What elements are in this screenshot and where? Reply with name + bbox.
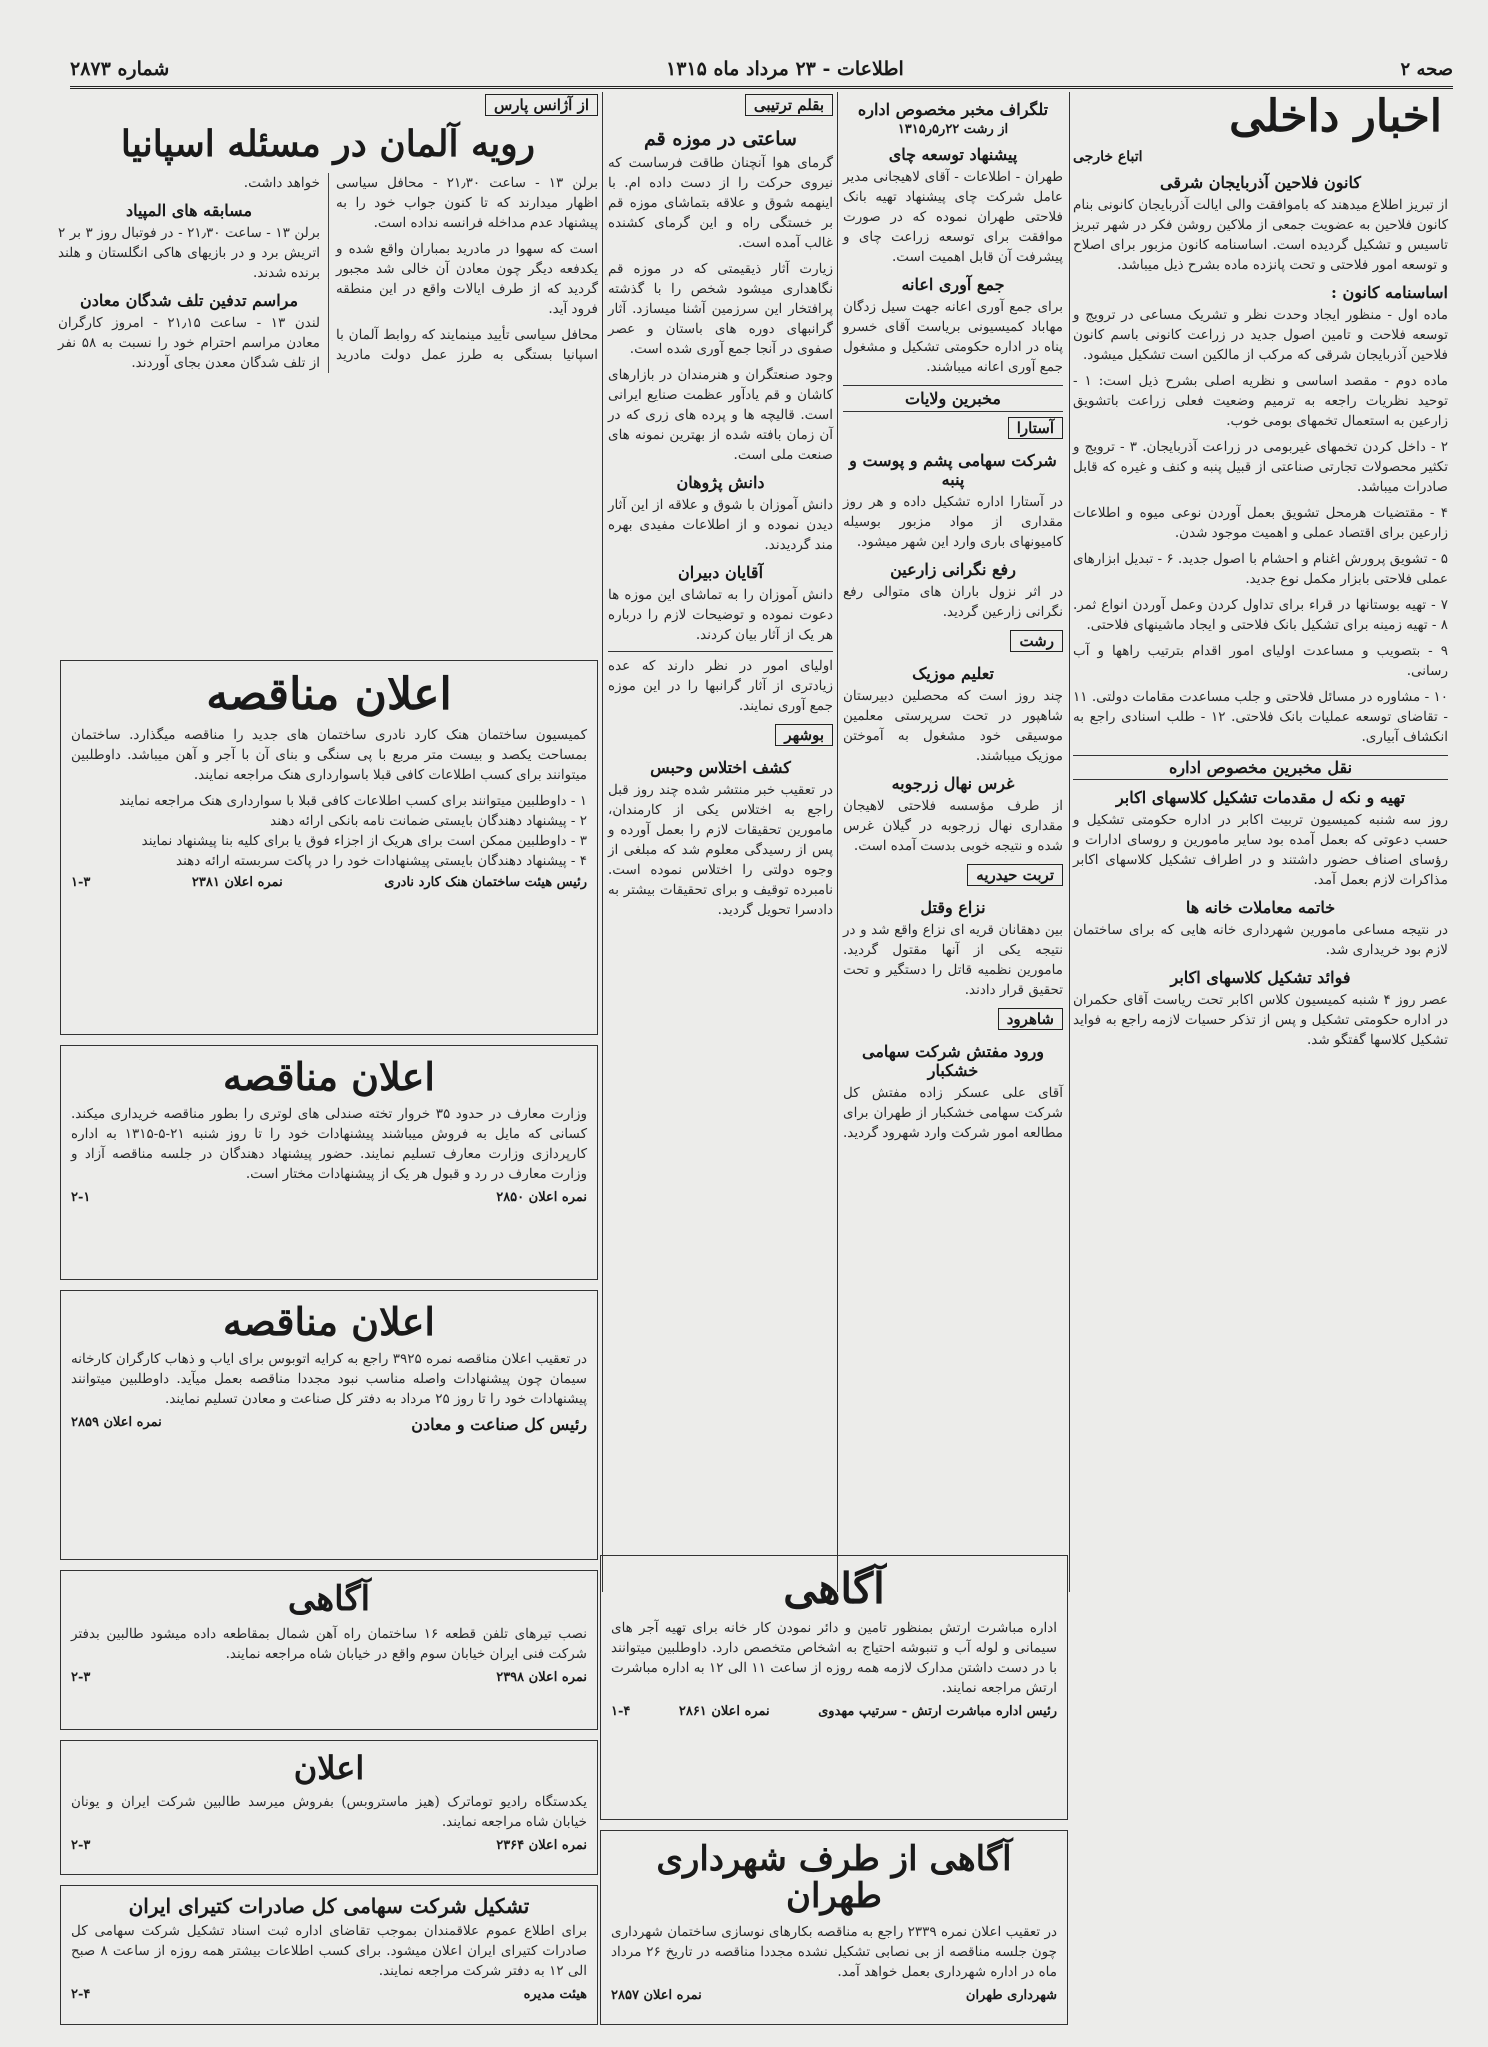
notice-item: ۲ - پیشنهاد دهندگان بایستی ضمانت نامه بانکی ارائه دهند bbox=[270, 813, 587, 830]
story-headline: نزاع وقتل bbox=[920, 898, 986, 917]
notice-signer: رئیس کل صناعت و معادن bbox=[411, 1414, 587, 1434]
byline-label: بقلم ترتیبی bbox=[745, 94, 833, 116]
notice-code: نمره اعلان ۲۳۹۸ bbox=[496, 1670, 587, 1686]
story-body: عصر روز ۴ شنبه کمیسیون کلاس اکابر تحت ریاست آقای حکمران در اداره حکومتی تشکیل و پس از تذکر حسیات لازمه راجع به فواید تشکیل کلاسها گفتگو شد. bbox=[1073, 991, 1448, 1048]
notice-body: در تعقیب اعلان مناقصه نمره ۳۹۲۵ راجع به کرایه اتوبوس برای ایاب و ذهاب کارگران کارخانه سیمان چون پیشنهادات واصله مناسب نبود مجددا مناقصه بعمل میآید. داوطلبین میتوانند پیشنهادات خود را تا روز ۲۵ مرداد به دفتر کل صناعت و معادن تسلیم نمایند. bbox=[71, 1350, 587, 1407]
notice-signer: رئیس هیئت ساختمان هنک کارد نادری bbox=[384, 875, 587, 891]
story-headline: دانش پژوهان bbox=[676, 473, 765, 492]
provinces-heading: مخبرین ولایات bbox=[843, 385, 1063, 412]
notice-code: نمره اعلان ۲۳۸۱ bbox=[191, 875, 283, 891]
feature-title: ساعتی در موزه قم bbox=[644, 128, 797, 150]
foreign-news-columns bbox=[58, 173, 598, 373]
notice-run: ۲-۳ bbox=[71, 1670, 91, 1686]
issue-number: شماره ۲۸۷۳ bbox=[70, 58, 170, 80]
charter-item: ۴ - مقتضیات هرمحل تشویق بعمل آوردن نوعی میوه و اطلاعات زارعین برای اقتصاد عملی و اهمیت موجود شدن. bbox=[1073, 504, 1448, 541]
notice-item: ۱ - داوطلبین میتوانند برای کسب اطلاعات کافی قبلا با سوارداری هنک مراجعه نمایند bbox=[119, 793, 587, 810]
notice-run: ۲-۱ bbox=[71, 1189, 91, 1205]
notice-run: ۲-۴ bbox=[71, 1987, 91, 2002]
story-headline: آقایان دبیران bbox=[677, 563, 764, 582]
column-divider bbox=[602, 92, 603, 1592]
city-label-shahrud: شاهرود bbox=[998, 1008, 1063, 1030]
notice-signer: شهرداری طهران bbox=[965, 1987, 1057, 2003]
story-body: آقای علی عسکر زاده مفتش کل شرکت سهامی خشکبار از طهران برای مطالعه امور شرکت وارد شهرود گردید. bbox=[843, 1085, 1063, 1141]
notice-signature bbox=[71, 1415, 587, 1434]
story-headline: جمع آوری اعانه bbox=[901, 275, 1005, 294]
charter-item: ماده اول - منظور ایجاد وحدت نظر و تشریک مساعی در ترویج و توسعه فلاحت و تامین اصول جدید در زراعت کانونی باسم کانون فلاحین آذربایجان شرقی که مرکب از مالکین است تشکیل میشود. bbox=[1073, 306, 1448, 363]
notice-signature bbox=[71, 1987, 587, 2002]
notice-run: ۱-۴ bbox=[611, 1704, 631, 1720]
charter-item: ماده دوم - مقصد اساسی و نظریه اصلی بشرح ذیل است: ۱ - توحید نظریات راجعه به ترمیم وضعیت فعلی زراعت باتشویق زارعین به استعمال تخمهای بومی خوب. bbox=[1073, 372, 1448, 429]
notice-title: آگاهی از طرف شهرداری طهران bbox=[656, 1839, 1012, 1917]
story-headline: مراسم تدفین تلف شدگان معادن bbox=[79, 291, 299, 311]
column-telegrams bbox=[843, 92, 1063, 1149]
foreign-nationals-label: اتباع خارجی bbox=[1073, 148, 1143, 165]
notice-radio-sale bbox=[60, 1740, 598, 1875]
story-body: است که سهوا در مادرید بمباران واقع شده و یکدفعه دیگر چون معادن آن خالی شد مجبور گردید که از طرف ایالات واقع در این منطقه فرود آید. bbox=[336, 241, 598, 318]
notice-title: آگاهی bbox=[287, 1579, 371, 1619]
notice-code: نمره اعلان ۲۸۶۱ bbox=[678, 1704, 770, 1720]
page-number: صحه ۲ bbox=[1400, 58, 1453, 80]
story-body: از طرف مؤسسه فلاحتی لاهیجان مقداری نهال زرجوبه در گیلان غرس شده و نتیجه خوبی بدست آمده است. bbox=[843, 798, 1063, 854]
story-body: برلن ۱۳ - ساعت ۲۱٫۳۰ - محافل سیاسی اظهار میدارند که تا کنون جواب خود را به پیشنهاد عدم مداخله فرانسه نداده است. bbox=[336, 175, 598, 232]
column-divider bbox=[837, 92, 838, 1592]
notice-item: ۴ - پیشنهاد دهندگان بایستی پیشنهادات خود را در پاکت سربسته ارائه دهند bbox=[176, 853, 587, 870]
story-headline: فوائد تشکیل کلاسهای اکابر bbox=[1170, 967, 1351, 987]
notice-body: در تعقیب اعلان نمره ۲۳۳۹ راجع به مناقصه بکارهای نوسازی ساختمان شهرداری چون جلسه مناقصه از بی نصابی تشکیل نشده مجددا مناقصه در تاریخ ۲۶ مرداد ماه در اداره شهرداری بعمل خواهد آمد. bbox=[611, 1923, 1058, 1980]
story-body: در نتیجه مساعی مامورین شهرداری خانه هایی که برای ساختمان لازم بود خریداری شد. bbox=[1073, 921, 1448, 958]
city-label-rasht: رشت bbox=[1010, 630, 1063, 652]
charter-item: ۲ - داخل کردن تخمهای غیربومی در زراعت آذربایجان. ۳ - ترویج و تکثیر محصولات تجارتی صناعتی از قبیل پنبه و کنف و غیره که قابل صادرات میباشد. bbox=[1073, 438, 1448, 495]
notice-signature bbox=[71, 1838, 587, 1853]
masthead bbox=[70, 52, 1453, 89]
story-headline: پیشنهاد توسعه چای bbox=[888, 145, 1018, 164]
notice-code: نمره اعلان ۲۳۶۴ bbox=[496, 1838, 587, 1854]
story-body: روز سه شنبه کمیسیون تربیت اکابر در اداره حکومتی تشکیل و حسب دعوتی که بعمل آمده بود سایر مامورین و روسای ادارات و رؤسای اصناف حضور داشتند و در اطراف تشکیل کلاسهای اکابر مذاکرات لازم بعمل آمد. bbox=[1073, 811, 1448, 888]
notice-signature bbox=[611, 1704, 1057, 1719]
notice-title: اعلان bbox=[293, 1749, 365, 1787]
notice-code: نمره اعلان ۲۸۵۰ bbox=[496, 1189, 587, 1205]
story-headline: رفع نگرانی زارعین bbox=[890, 560, 1016, 579]
notice-code: نمره اعلان ۲۸۵۹ bbox=[71, 1414, 162, 1430]
agency-label: از آژانس پارس bbox=[485, 94, 598, 116]
story-headline: مسابقه های المپیاد bbox=[125, 201, 253, 221]
notice-title: تشکیل شرکت سهامی کل صادرات کتیرای ایران bbox=[128, 1894, 530, 1918]
notice-signature bbox=[611, 1988, 1057, 2003]
charter-item: ۱۰ - مشاوره در مسائل فلاحتی و جلب مساعدت مقامات دولتی. ۱۱ - تقاضای توسعه عملیات بانک فلاحتی. ۱۲ - طلب اسنادی راجع به انکشاف آبیاری. bbox=[1073, 688, 1448, 745]
lead-headline: رویه آلمان در مسئله اسپانیا bbox=[120, 123, 536, 165]
story-headline: خاتمه معاملات خانه ها bbox=[1185, 897, 1336, 917]
story-body: دانش آموزان را به تماشای این موزه ها دعوت نموده و توضیحات لازم را درباره هر یک از آثار بیان کردند. bbox=[608, 587, 833, 643]
notice-tragacanth-company bbox=[60, 1885, 598, 2025]
story-headline: تعلیم موزیک bbox=[912, 664, 994, 683]
notice-telephone-poles bbox=[60, 1570, 598, 1730]
notice-body: یکدستگاه رادیو توماترک (هیز ماستروبس) بفروش میرسد طالبین شرکت ایران و یونان خیابان شاه مراجعه نمایند. bbox=[71, 1794, 587, 1831]
story-body: برلن ۱۳ - ساعت ۲۱٫۳۰ - در فوتبال روز ۳ بر ۲ اتریش برد و در بازیهای هاکی انگلستان و هلند برنده شدند. bbox=[58, 225, 320, 282]
notice-signature bbox=[71, 1670, 587, 1685]
notice-tehran-municipality bbox=[600, 1830, 1068, 2025]
telegram-heading: تلگراف مخبر مخصوص اداره bbox=[857, 100, 1049, 119]
story-body: از تبریز اطلاع میدهند که باموافقت والی ایالت آذربایجان کانونی بنام کانون فلاحین به عضویت جمعی از ملاکین روشن فکر در شهر تبریز تاسیس و تشکیل گردیده است. اساسنامه کانون مزبور برای اصلاح و توسعه امور فلاحتی و تحت پانزده ماده بشرح ذیل میباشد. bbox=[1073, 196, 1448, 273]
charter-item: ۵ - تشویق پرورش اغنام و احشام با اصول جدید. ۶ - تبدیل ابزارهای عملی فلاحتی بابزار مکمل نوع جدید. bbox=[1073, 550, 1448, 587]
column-divider bbox=[1069, 92, 1070, 1592]
notice-item: ۳ - داوطلبین ممکن است برای هریک از اجزاء فوق یا برای کلیه بنا پیشنهاد نمایند bbox=[141, 833, 587, 850]
city-label-torbat: تربت حیدریه bbox=[967, 864, 1063, 886]
column-feature bbox=[608, 92, 833, 926]
feature-body: گرمای هوا آنچنان طاقت فرساست که نیروی حرکت را از دست داده ام. با اینهمه شوق و علاقه بتماشای موزه قم بر خستگی راه و این گرمای کشنده غالب آمده است. bbox=[608, 155, 833, 251]
story-headline: غرس نهال زرجوبه bbox=[891, 774, 1015, 793]
story-headline: تهیه و نکه ل مقدمات تشکیل کلاسهای اکابر bbox=[1115, 787, 1406, 807]
story-headline: کانون فلاحین آذربایجان شرقی bbox=[1159, 172, 1361, 192]
date-line: اطلاعات - ۲۳ مرداد ماه ۱۳۱۵ bbox=[666, 58, 904, 80]
story-body: در آستارا اداره تشکیل داده و هر روز مقداری از مواد مزبور بوسیله کامیونهای باری وارد این شهر میشود. bbox=[843, 494, 1063, 550]
notice-title: اعلان مناقصه bbox=[206, 669, 452, 720]
notice-signature bbox=[71, 875, 587, 890]
notice-code: نمره اعلان ۲۸۵۷ bbox=[611, 1987, 702, 2003]
story-body: اولیای امور در نظر دارند که عده زیادتری از آثار گرانبها را در این موزه جمع آوری نمایند. bbox=[608, 651, 833, 716]
story-body: بین دهقانان قریه ای نزاع واقع شد و در نتیجه یکی از آنها مقتول گردید. مامورین نظمیه قاتل را دستگیر و تحت تحقیق قرار دادند. bbox=[843, 922, 1063, 998]
story-headline: شرکت سهامی پشم و پوست و پنبه bbox=[849, 451, 1057, 489]
column-foreign-and-notices bbox=[58, 92, 598, 373]
charter-item: ۷ - تهیه بوستانها در قراء برای تداول کردن وعمل آوردن انواع ثمر. ۸ - تهیه زمینه برای تشکیل بانک فلاحتی و ایجاد ماشینهای فلاحتی. bbox=[1073, 596, 1448, 633]
story-body: دانش آموزان با شوق و علاقه از این آثار دیدن نموده و از اطلاعات مفیدی بهره مند گردیدند. bbox=[608, 497, 833, 553]
notice-run: ۲-۳ bbox=[71, 1838, 91, 1854]
tender-notice-2 bbox=[60, 1045, 598, 1280]
notice-run: ۱-۳ bbox=[71, 875, 91, 891]
charter-item: ۹ - بتصویب و مساعدت اولیای امور اقدام بترتیب راهها و آب رسانی. bbox=[1073, 642, 1448, 679]
dateline: از رشت ۲۲ر۵ر۱۳۱۵ bbox=[897, 122, 1009, 137]
notice-signer: رئیس اداره مباشرت ارتش - سرتیپ مهدوی bbox=[818, 1704, 1057, 1720]
tender-notice-1 bbox=[60, 660, 598, 1035]
notice-title: آگاهی bbox=[783, 1564, 885, 1613]
story-headline: ورود مفتش شرکت سهامی خشکبار bbox=[861, 1042, 1045, 1080]
notice-title: اعلان مناقصه bbox=[223, 1054, 435, 1099]
story-body: لندن ۱۳ - ساعت ۲۱٫۱۵ - امروز کارگران معادن مراسم احترام خود را نسبت به ۵۸ نفر از تلف شدگان معدن بجای آوردند. bbox=[58, 315, 321, 372]
notice-signature bbox=[71, 1190, 587, 1205]
column-domestic-news bbox=[1073, 92, 1448, 1056]
story-body: برای جمع آوری اعانه جهت سیل زدگان مهاباد کمیسیونی بریاست آقای خسرو پناه در اداره حکومتی تشکیل و مشغول جمع آوری اعانه میباشند. bbox=[843, 299, 1063, 375]
city-label-bushehr: بوشهر bbox=[775, 724, 833, 746]
story-headline: کشف اختلاس وحبس bbox=[650, 758, 791, 777]
notice-body: وزارت معارف در حدود ۳۵ خروار تخته صندلی های لوتری را بطور مناقصه خریداری میکند. کسانی که مایل به فروش میباشند پیشنهادات خود را تا روز شنبه ۲۱-۵-۱۳۱۵ به اداره کارپردازی وزارت معارف تسلیم نمایند. حضور پیشنهاد دهندگان در جلسه مناقصه آزاد و وزارت معارف در رد و قبول هر یک از پیشنهادات مختار است. bbox=[71, 1105, 588, 1182]
notice-body: نصب تیرهای تلفن قطعه ۱۶ ساختمان راه آهن شمال بمقاطعه داده میشود طالبین بدفتر شرکت فنی ایران خیابان سوم واقع در خیابان شاه مراجعه نمایند. bbox=[71, 1626, 587, 1663]
notice-body: کمیسیون ساختمان هنک کارد نادری ساختمان های جدید را مناقصه میگذارد. ساختمان بمساحت یکصد و بیست متر مربع با پی سنگی و بنای آن با آجر و آهن میباشد. داوطلبین میتوانند برای کسب اطلاعات کافی قبلا باسوارداری هنک مراجعه نمایند. bbox=[71, 727, 587, 784]
notice-body: برای اطلاع عموم علاقمندان بموجب تقاضای اداره ثبت اسناد تشکیل شرکت سهامی کل صادرات کتیرای ایران اعلان میشود. برای کسب اطلاعات بیشتر همه روزه از ساعت ۸ صبح الی ۱۲ به دفتر شرکت مراجعه نمایند. bbox=[71, 1923, 588, 1979]
story-body: در اثر نزول باران های متوالی رفع نگرانی زارعین گردید. bbox=[843, 584, 1063, 620]
notice-title: اعلان مناقصه bbox=[223, 1299, 435, 1344]
notice-body: اداره مباشرت ارتش بمنظور تامین و دائر نمودن کار خانه برای تهیه آجر های سیمانی و لوله آب و تنبوشه احتیاج به اشخاص متخصص دارد. داوطلبین میتوانند با در دست داشتن مدارک لازمه همه روزه از ساعت ۱۱ الی ۱۲ به اداره مباشرت ارتش مراجعه نمایند. bbox=[611, 1620, 1057, 1697]
feature-body: وجود صنعتگران و هنرمندان در بازارهای کاشان و قم یادآور عظمت صنایع ایرانی است. قالیچه ها و پرده های زری که در آن زمان بافته شده از بهترین نمونه های صنعت ملی است. bbox=[608, 367, 833, 463]
city-label-astara: آستارا bbox=[1008, 417, 1063, 439]
feature-body: زیارت آثار ذیقیمتی که در موزه قم نگاهداری میشود شخص را با گذشته پرافتخار این سرزمین آشنا میسازد. آثار گرانبهای دوره های باستان و عصر صفوی در آنجا جمع آوری شده است. bbox=[608, 261, 833, 357]
story-body: طهران - اطلاعات - آقای لاهیجانی مدیر عامل شرکت چای پیشنهاد تهیه بانک فلاحتی طهران نموده که در صورت موافقت برای توسعه زراعت چای و پیشرفت آن قابل اهمیت است. bbox=[843, 169, 1063, 265]
story-body: در تعقیب خبر منتشر شده چند روز قبل راجع به اختلاس یکی از کارمندان، مامورین تحقیقات لازم را بعمل آورده و پس از رسیدگی معلوم شد که مبلغی از وجوه دولتی را اختلاس نموده است. نامبرده توقیف و برای تحقیقات بیشتر به دادسرا تحویل گردید. bbox=[608, 782, 833, 918]
story-body: محافل سیاسی تأیید مینمایند که روابط آلمان با اسپانیا بستگی به طرز عمل دولت مادرید خواهد داشت. bbox=[243, 175, 598, 364]
notice-army-procurement bbox=[600, 1555, 1068, 1820]
notice-signer: هیئت مدیره bbox=[523, 1987, 587, 2002]
charter-heading: اساسنامه کانون : bbox=[1331, 282, 1448, 302]
tender-notice-3 bbox=[60, 1290, 598, 1560]
story-body: چند روز است که محصلین دبیرستان شاهپور در تحت سرپرستی معلمین موسیقی خود مشغول به آموختن موزیک میباشند. bbox=[843, 688, 1063, 764]
story-headline: نقل مخبرین مخصوص اداره bbox=[1073, 755, 1448, 780]
section-title: اخبار داخلی bbox=[1229, 91, 1442, 142]
